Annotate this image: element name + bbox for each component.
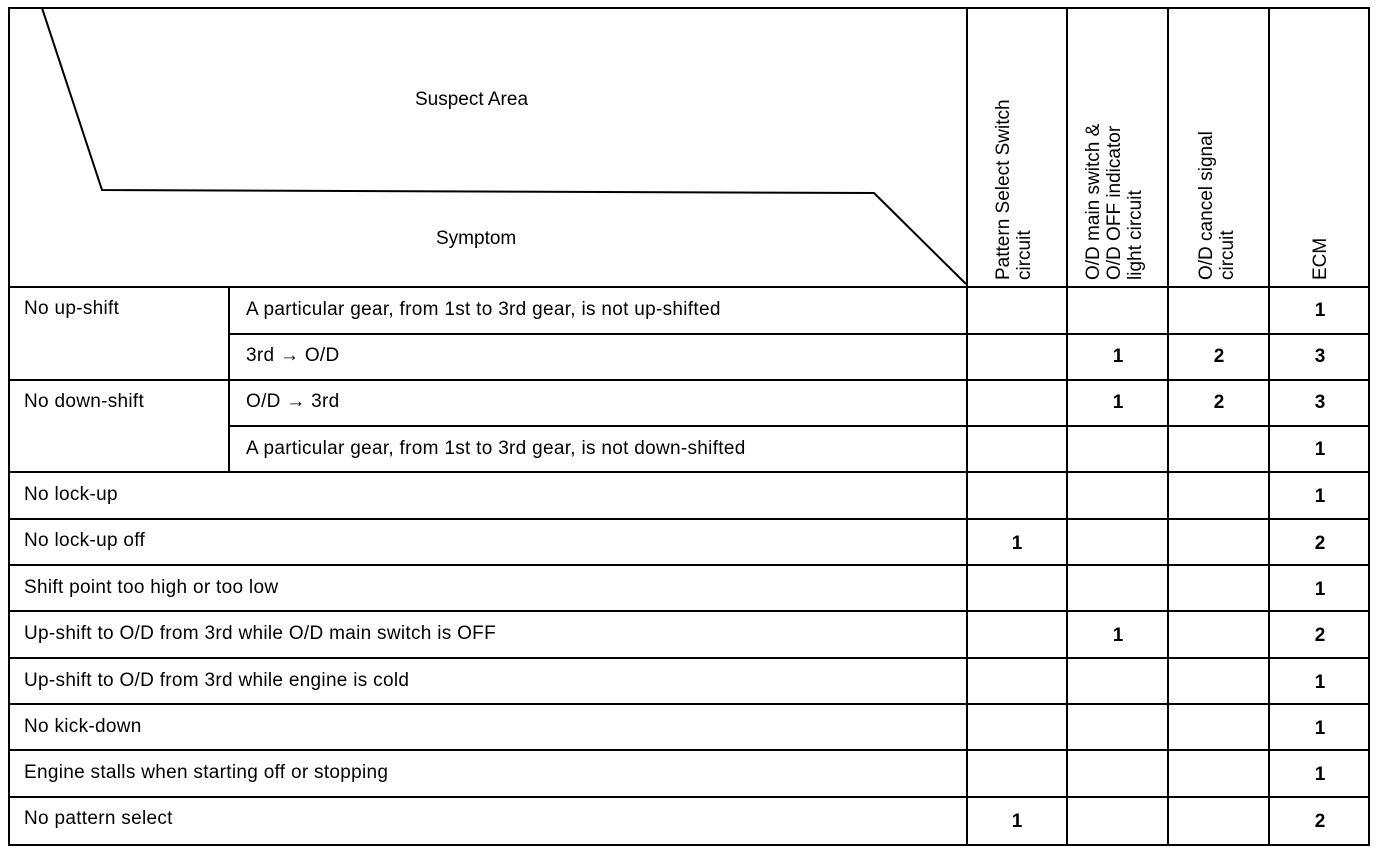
row-symptom: Up-shift to O/D from 3rd while O/D main switch is OFF <box>24 623 496 644</box>
col-header-line: light circuit <box>1125 190 1146 280</box>
value-cell: 3 <box>1314 392 1326 413</box>
col-header-line: Pattern Select Switch <box>993 99 1014 280</box>
row-symptom: Engine stalls when starting off or stopping <box>24 762 389 783</box>
value-cell: 2 <box>1314 625 1326 646</box>
symptom-label: Symptom <box>436 228 517 249</box>
value-cell: 2 <box>1213 392 1225 413</box>
col-header-line: ECM <box>1310 237 1331 280</box>
row-sep <box>8 796 1370 798</box>
group-col-sep-up <box>228 286 230 380</box>
row-sep-group-down-inner <box>228 425 1370 427</box>
value-cell: 1 <box>1314 718 1326 739</box>
col-header-line: circuit <box>1217 230 1238 280</box>
row-sep <box>8 657 1370 659</box>
value-cell: 1 <box>1314 439 1326 460</box>
row-symptom: No pattern select <box>24 808 173 829</box>
row-symptom: O/D → 3rd <box>246 391 340 412</box>
row-sep <box>8 564 1370 566</box>
value-cell: 1 <box>1314 300 1326 321</box>
value-cell: 1 <box>1314 764 1326 785</box>
row-sep <box>8 379 1370 381</box>
value-cell: 1 <box>1112 392 1124 413</box>
col-header-od-main-switch <box>1083 124 1146 280</box>
row-sep <box>8 518 1370 520</box>
row-sep-group-up-inner <box>228 333 1370 335</box>
group-label-no-down-shift: No down-shift <box>24 391 145 412</box>
col-header-line: circuit <box>1014 230 1035 280</box>
row-symptom: No kick-down <box>24 716 142 737</box>
col-header-ecm <box>1310 238 1331 280</box>
value-cell: 1 <box>1112 625 1124 646</box>
value-cell: 1 <box>1011 811 1023 832</box>
row-sep <box>8 703 1370 705</box>
group-label-no-up-shift: No up-shift <box>24 298 120 319</box>
value-cell: 3 <box>1314 346 1326 367</box>
row-symptom: No lock-up <box>24 484 118 505</box>
col-header-line: O/D OFF indicator <box>1104 125 1125 280</box>
row-sep <box>8 749 1370 751</box>
value-cell: 1 <box>1011 533 1023 554</box>
row-symptom: A particular gear, from 1st to 3rd gear, is not down-shifted <box>246 438 746 459</box>
value-cell: 2 <box>1314 533 1326 554</box>
group-col-sep-down <box>228 379 230 472</box>
row-sep <box>8 471 1370 473</box>
value-cell: 1 <box>1314 672 1326 693</box>
value-cell: 1 <box>1112 346 1124 367</box>
value-cell: 1 <box>1314 486 1326 507</box>
col-header-line: O/D cancel signal <box>1196 131 1217 280</box>
col-header-od-cancel <box>1196 131 1238 280</box>
row-symptom: Up-shift to O/D from 3rd while engine is cold <box>24 670 410 691</box>
value-cell: 1 <box>1314 579 1326 600</box>
row-symptom: A particular gear, from 1st to 3rd gear, is not up-shifted <box>246 299 721 320</box>
col-header-line: O/D main switch & <box>1083 123 1104 280</box>
table-bottom-border <box>8 844 1370 846</box>
row-symptom: Shift point too high or too low <box>24 577 279 598</box>
value-cell: 2 <box>1314 811 1326 832</box>
row-symptom: No lock-up off <box>24 530 146 551</box>
col-header-pattern-select <box>993 99 1035 280</box>
row-sep <box>8 610 1370 612</box>
suspect-area-label: Suspect Area <box>415 89 529 110</box>
row-symptom: 3rd → O/D <box>246 345 340 366</box>
value-cell: 2 <box>1213 346 1225 367</box>
